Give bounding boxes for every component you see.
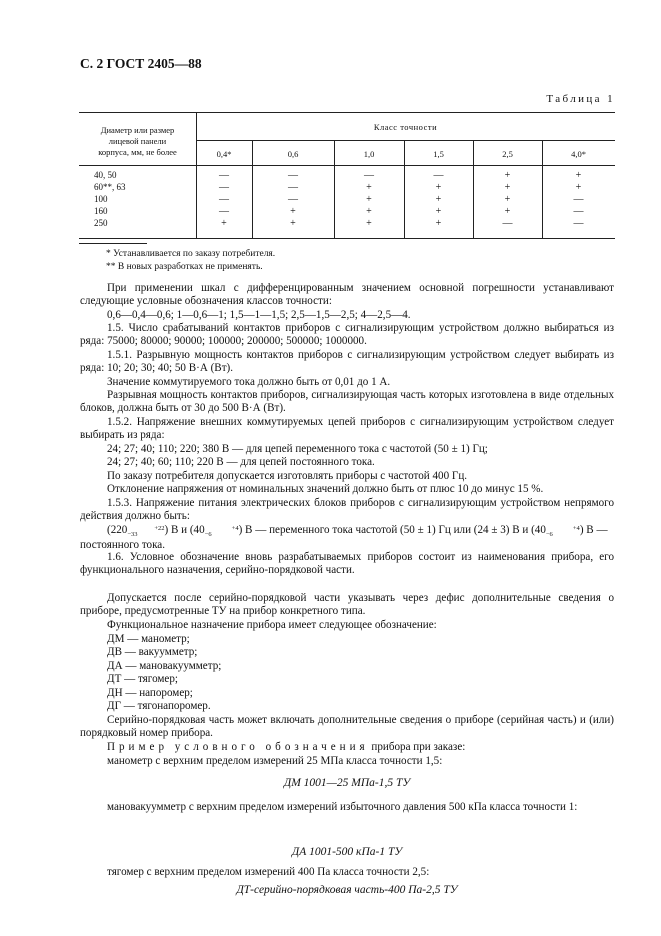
designation-item: ДМ — манометр; [107, 633, 190, 645]
designation-item: ДН — напоромер; [107, 687, 193, 699]
table-top-rule [79, 112, 615, 113]
table-cell: — [288, 194, 298, 205]
table-header-rule [79, 165, 615, 166]
designation-item: ДА — мановакуумметр; [107, 660, 222, 672]
table-cell: + [575, 170, 582, 181]
paragraph: Функциональное назначение прибора имеет следующее обозначение: [107, 619, 437, 631]
paragraph: 1.5.1. Разрывную мощность контактов приборов с сигнализирующим устройством следует выбирать из ряда: 10; 20; 30; 40; 50 В·А (Вт). [80, 349, 614, 375]
table-cell: + [504, 206, 511, 217]
example-designation: ДА 1001-500 кПа-1 ТУ [291, 846, 403, 858]
table-cell: + [290, 218, 296, 229]
table-cell: + [504, 182, 511, 193]
paragraph: Допускается после серийно-порядковой части указывать через дефис дополнительные сведения о приборе, предусмотренные ТУ на прибор конкретного типа. [80, 592, 614, 618]
table-bottom-rule [79, 238, 615, 239]
paragraph: Разрывная мощность контактов приборов, сигнализирующая часть которых изготовлена в виде отдельных блоков, должна быть от 30 до 500 В·А (Вт). [80, 389, 614, 415]
paragraph: 1.5.2. Напряжение внешних коммутируемых цепей приборов с сигнализирующим устройством следует выбирать из ряда: [80, 416, 614, 442]
table-cell: + [366, 218, 372, 229]
paragraph: 1.5. Число срабатываний контактов приборов с сигнализирующим устройством должно выбираться из ряда: 75000; 80000; 90000; 100000; 200000; 500000; 1000000. [80, 322, 614, 348]
table-cell: — [288, 182, 298, 193]
size-column-header: Диаметр или размер лицевой панели корпуса, мм, не более [98, 125, 177, 157]
paragraph: манометр с верхним пределом измерений 25 МПа класса точности 1,5: [107, 755, 443, 767]
row-label: 160 [94, 206, 108, 216]
example-heading: Пример условного обозначения прибора при заказе: [107, 741, 466, 753]
row-label: 60**, 63 [94, 182, 126, 192]
paragraph: Значение коммутируемого тока должно быть от 0,01 до 1 А. [107, 376, 391, 388]
paragraph: 24; 27; 40; 60; 110; 220 В — для цепей постоянного тока. [107, 456, 375, 468]
table-cell: — [433, 170, 444, 181]
paragraph: мановакуумметр с верхним пределом измерений избыточного давления 500 кПа класса точности 1: [107, 801, 578, 813]
column-header: 1,0 [363, 149, 375, 159]
class-header: Класс точности [373, 122, 438, 132]
paragraph: 1.5.3. Напряжение питания электрических блоков приборов с сигнализирующим устройством непрямого действия должно быть: [80, 497, 614, 523]
designation-item: ДВ — вакуумметр; [107, 646, 198, 658]
paragraph: 1.6. Условное обозначение вновь разрабатываемых приборов состоит из наименования прибора, его функционального назначения, серийно-порядковой части. [80, 551, 614, 577]
column-header: 0,4* [216, 149, 232, 159]
table-cell: + [366, 206, 372, 217]
page-header: С. 2 ГОСТ 2405—88 [80, 56, 202, 71]
row-label: 250 [94, 218, 108, 228]
footnote: * Устанавливается по заказу потребителя. [106, 249, 276, 259]
paragraph: По заказу потребителя допускается изготовлять приборы с частотой 400 Гц. [107, 470, 468, 482]
column-header: 1,5 [433, 149, 444, 159]
column-header: 0,6 [287, 149, 299, 159]
table-cell: — [573, 194, 584, 205]
designation-item: ДТ — тягомер; [107, 673, 178, 685]
paragraph: 24; 27; 40; 110; 220; 380 В — для цепей переменного тока с частотой (50 ± 1) Гц; [107, 443, 488, 455]
table-cell: — [573, 218, 584, 229]
paragraph: Серийно-порядковая часть может включать дополнительные сведения о приборе (серийная часть) и (или) порядковый номер прибора. [80, 714, 614, 740]
row-label: 100 [94, 194, 108, 204]
example-designation: ДТ-серийно-порядковая часть-400 Па-2,5 ТУ [236, 884, 458, 896]
table-subheader-rule [196, 140, 615, 141]
example-designation: ДМ 1001—25 МПа-1,5 ТУ [283, 777, 411, 789]
table-cell: + [366, 194, 372, 205]
table-cell: + [290, 206, 296, 217]
voltage-formula-paragraph: (220 +22 −33 ) В и (40 +4 −6 ) В — переменного тока частотой (50 ± 1) Гц или (24 ± 3) В и (40 +4 −6 ) В — постоянного тока. [80, 524, 608, 551]
table-cell: — [219, 182, 229, 193]
table-cell: + [366, 182, 372, 193]
table-cell: — [219, 170, 229, 181]
row-label: 40, 50 [94, 170, 117, 180]
paragraph: 0,6—0,4—0,6; 1—0,6—1; 1,5—1—1,5; 2,5—1,5—2,5; 4—2,5—4. [107, 309, 411, 321]
column-header: 4,0* [571, 149, 586, 159]
table-cell: — [219, 194, 229, 205]
table-cell: — [288, 170, 298, 181]
table-cell: + [435, 206, 442, 217]
paragraph: При применении шкал с дифференцированным значением основной погрешности устанавливают следующие условные обозначения классов точности: [80, 282, 614, 308]
footnote: ** В новых разработках не применять. [106, 262, 263, 272]
table-cell: + [435, 218, 442, 229]
paragraph: тягомер с верхним пределом измерений 400 Па класса точности 2,5: [107, 866, 430, 878]
table-cell: + [575, 182, 582, 193]
table-cell: + [435, 194, 442, 205]
table-cell: — [364, 170, 374, 181]
table-cell: + [435, 182, 442, 193]
table-caption: Таблица 1 [546, 93, 615, 105]
table-cell: — [219, 206, 229, 217]
footnote-separator [79, 243, 147, 244]
table-cell: — [573, 206, 584, 217]
table-cell: + [221, 218, 227, 229]
table-cell: + [504, 170, 511, 181]
table-cell: + [504, 194, 511, 205]
column-header: 2,5 [502, 149, 513, 159]
paragraph: Отклонение напряжения от номинальных значений должно быть от плюс 10 до минус 15 %. [107, 483, 544, 495]
designation-item: ДГ — тягонапоромер. [107, 700, 211, 712]
table-cell: — [502, 218, 513, 229]
